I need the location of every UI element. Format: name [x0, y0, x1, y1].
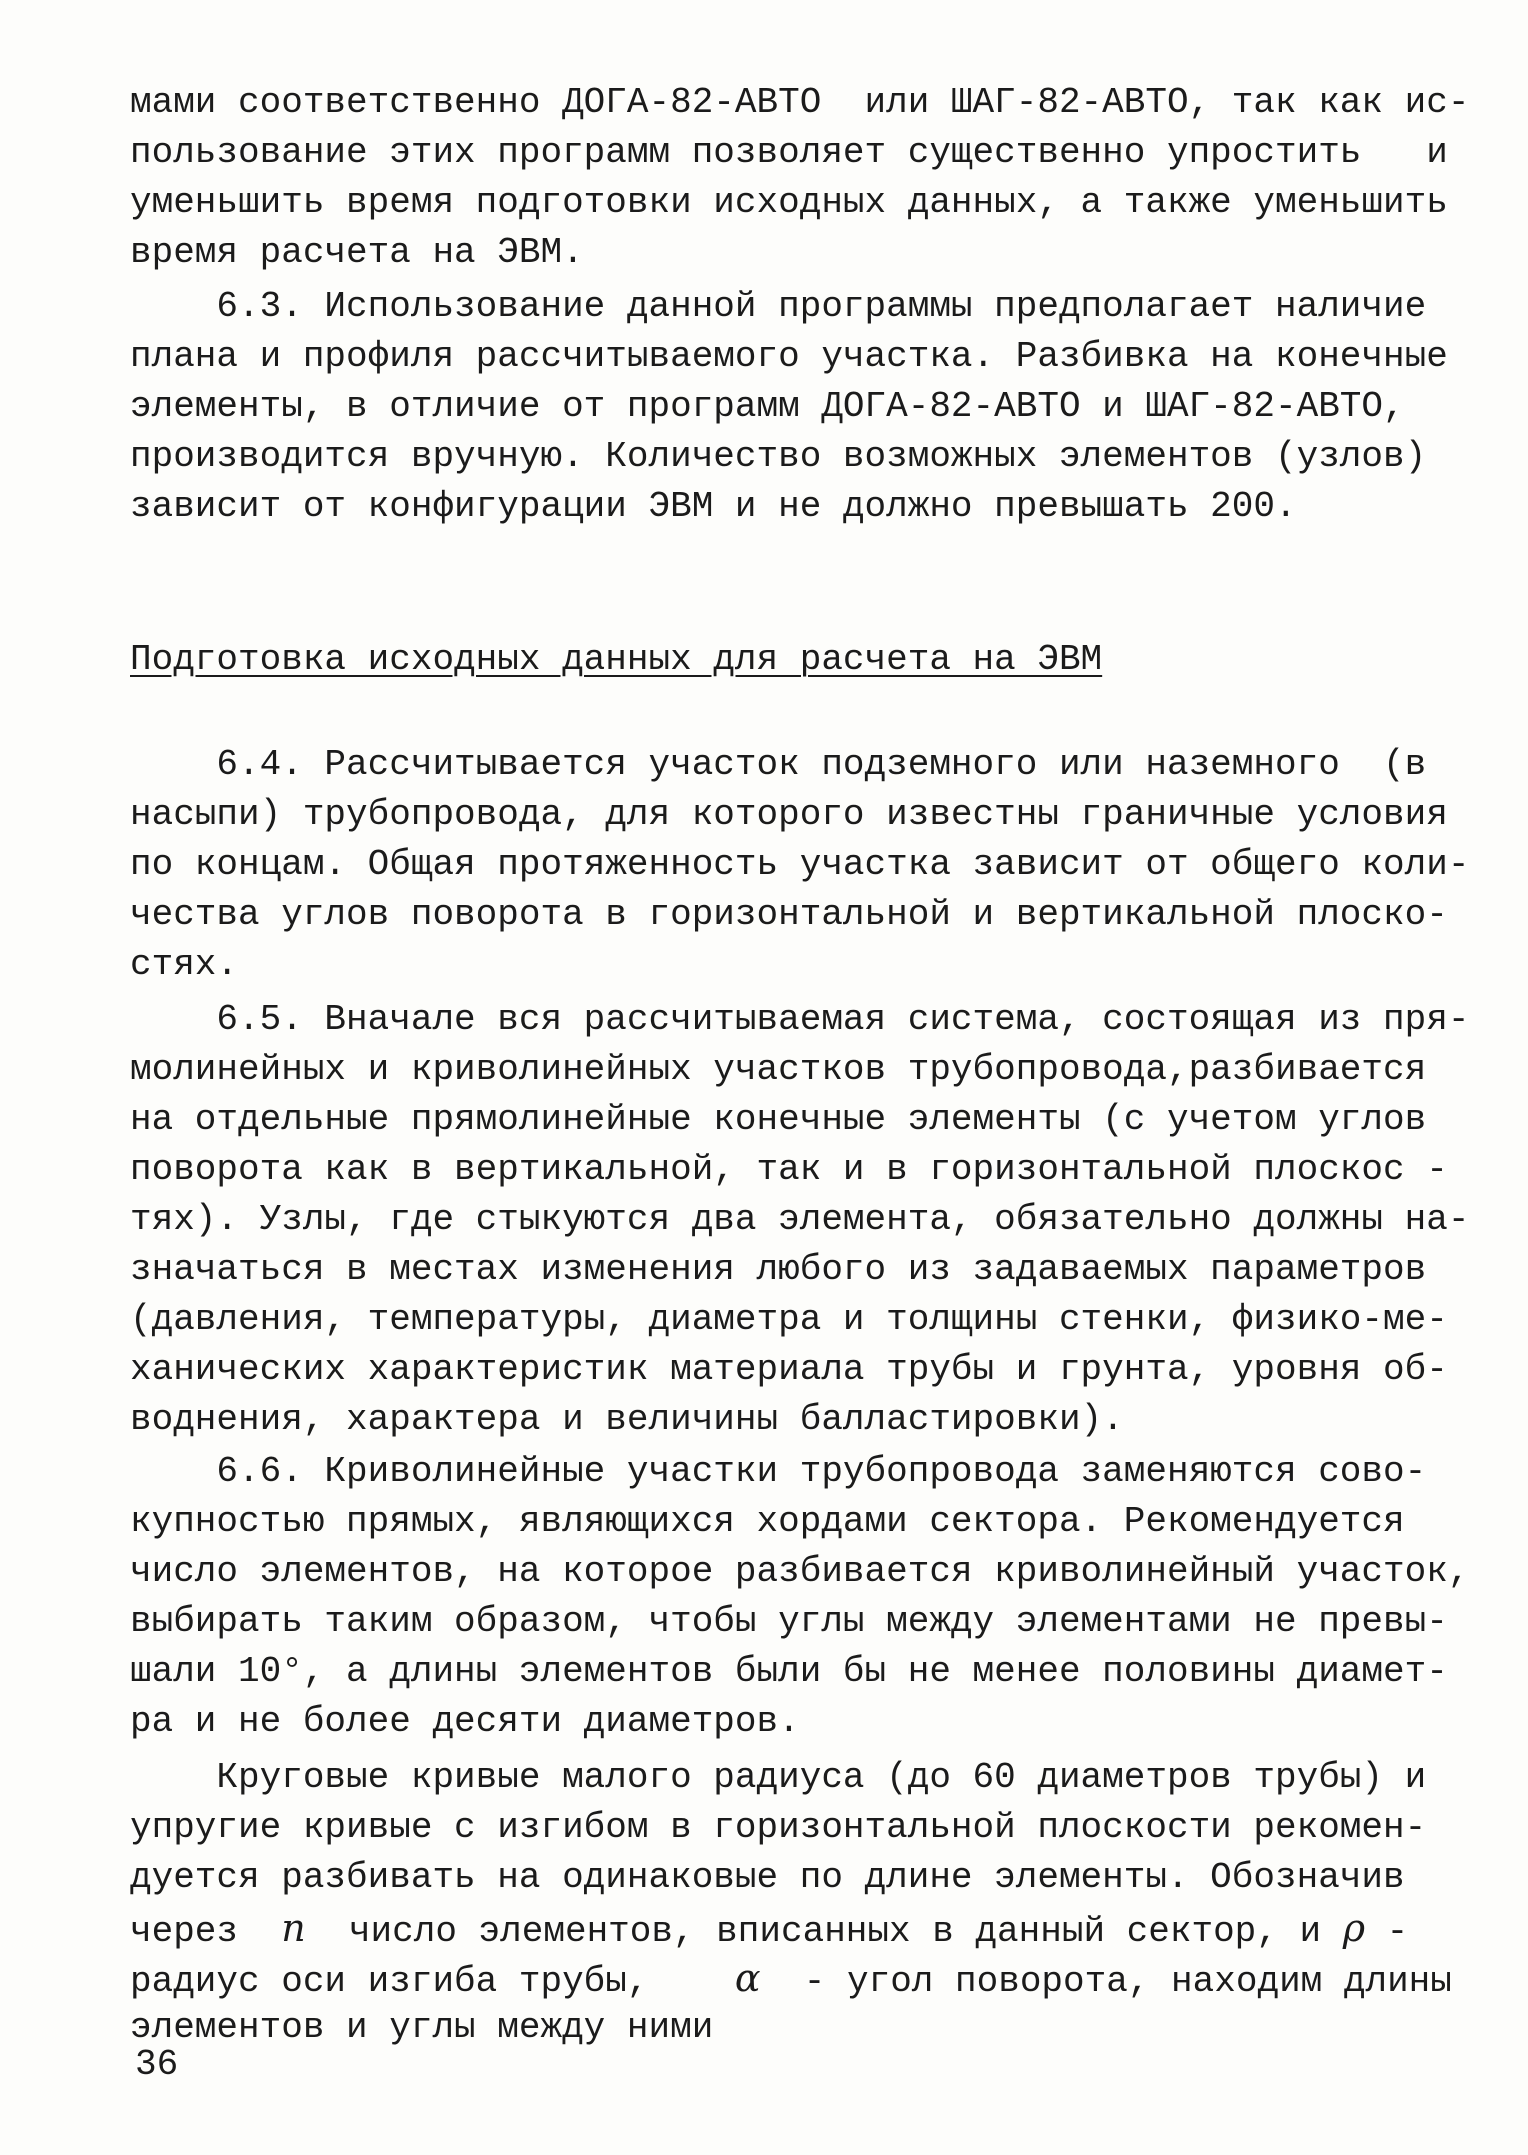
text-line: уменьшить время подготовки исходных данных, а также уменьшить — [130, 182, 1448, 223]
text-line: пользование этих программ позволяет существенно упростить и — [130, 132, 1448, 173]
text-fragment: - — [1365, 1911, 1409, 1952]
text-line: ра и не более десяти диаметров. — [130, 1701, 800, 1742]
text-line: тях). Узлы, где стыкуются два элемента, обязательно должны на- — [130, 1199, 1470, 1240]
text-line: воднения, характера и величины балластировки). — [130, 1399, 1124, 1440]
text-line: производится вручную. Количество возможных элементов (узлов) — [130, 436, 1427, 477]
text-line: чества углов поворота в горизонтальной и вертикальной плоско- — [130, 894, 1448, 935]
text-line: элементы, в отличие от программ ДОГА-82-АВТО и ШАГ-82-АВТО, — [130, 386, 1405, 427]
text-line: выбирать таким образом, чтобы углы между элементами не превы- — [130, 1601, 1448, 1642]
text-line: плана и профиля рассчитываемого участка. Разбивка на конечные — [130, 336, 1448, 377]
text-line: поворота как в вертикальной, так и в горизонтальной плоскос - — [130, 1149, 1448, 1190]
text-line: 6.6. Криволинейные участки трубопровода заменяются сово- — [130, 1451, 1427, 1492]
text-fragment: число элементов, вписанных в данный сектор, и — [305, 1911, 1343, 1952]
symbol-alpha: α — [734, 1956, 761, 2000]
text-fragment: через — [130, 1911, 282, 1952]
text-line: 6.4. Рассчитывается участок подземного или наземного (в — [130, 744, 1427, 785]
text-line: значаться в местах изменения любого из задаваемых параметров — [130, 1249, 1427, 1290]
text-line: ханических характеристик материала трубы и грунта, уровня об- — [130, 1349, 1448, 1390]
section-heading: Подготовка исходных данных для расчета на ЭВМ — [130, 639, 1103, 680]
text-line: шали 10°, а длины элементов были бы не менее половины диамет- — [130, 1651, 1448, 1692]
symbol-rho: ρ — [1342, 1906, 1366, 1950]
text-line: дуется разбивать на одинаковые по длине элементы. Обозначив — [130, 1857, 1405, 1898]
text-line: упругие кривые с изгибом в горизонтальной плоскости рекомен- — [130, 1807, 1427, 1848]
text-line: по концам. Общая протяженность участка зависит от общего коли- — [130, 844, 1470, 885]
paragraph-6-4 — [130, 740, 1470, 990]
text-line: мами соответственно ДОГА-82-АВТО или ШАГ-82-АВТО, так как ис- — [130, 82, 1470, 123]
text-line: насыпи) трубопровода, для которого известны граничные условия — [130, 794, 1448, 835]
text-line: элементов и углы между ними — [130, 2007, 714, 2048]
text-line: стях. — [130, 944, 239, 985]
text-line: молинейных и криволинейных участков трубопровода,разбивается — [130, 1049, 1427, 1090]
text-line: купностью прямых, являющихся хордами сектора. Рекомендуется — [130, 1501, 1405, 1542]
text-line: зависит от конфигурации ЭВМ и не должно превышать 200. — [130, 486, 1297, 527]
symbol-n: n — [281, 1906, 306, 1950]
paragraph-6-3 — [130, 282, 1448, 532]
text-line: (давления, температуры, диаметра и толщины стенки, физико-ме- — [130, 1299, 1448, 1340]
paragraph-6-6 — [130, 1447, 1470, 1747]
paragraph-curves — [130, 1753, 1452, 2053]
text-line: время расчета на ЭВМ. — [130, 232, 584, 273]
text-line: 6.3. Использование данной программы предполагает наличие — [130, 286, 1427, 327]
paragraph-intro — [130, 78, 1470, 278]
text-fragment: - угол поворота, находим длины — [760, 1961, 1452, 2002]
text-line: 6.5. Вначале вся рассчитываемая система, состоящая из пря- — [130, 999, 1470, 1040]
text-line: Круговые кривые малого радиуса (до 60 диаметров трубы) и — [130, 1757, 1427, 1798]
text-line: число элементов, на которое разбивается криволинейный участок, — [130, 1551, 1470, 1592]
paragraph-6-5 — [130, 995, 1470, 1445]
text-line: на отдельные прямолинейные конечные элементы (с учетом углов — [130, 1099, 1427, 1140]
page-number: 36 — [135, 2044, 179, 2085]
text-line-with-symbols — [130, 1953, 1452, 2003]
text-fragment: радиус оси изгиба трубы, — [130, 1961, 735, 2002]
text-line-with-symbols — [130, 1903, 1420, 1953]
